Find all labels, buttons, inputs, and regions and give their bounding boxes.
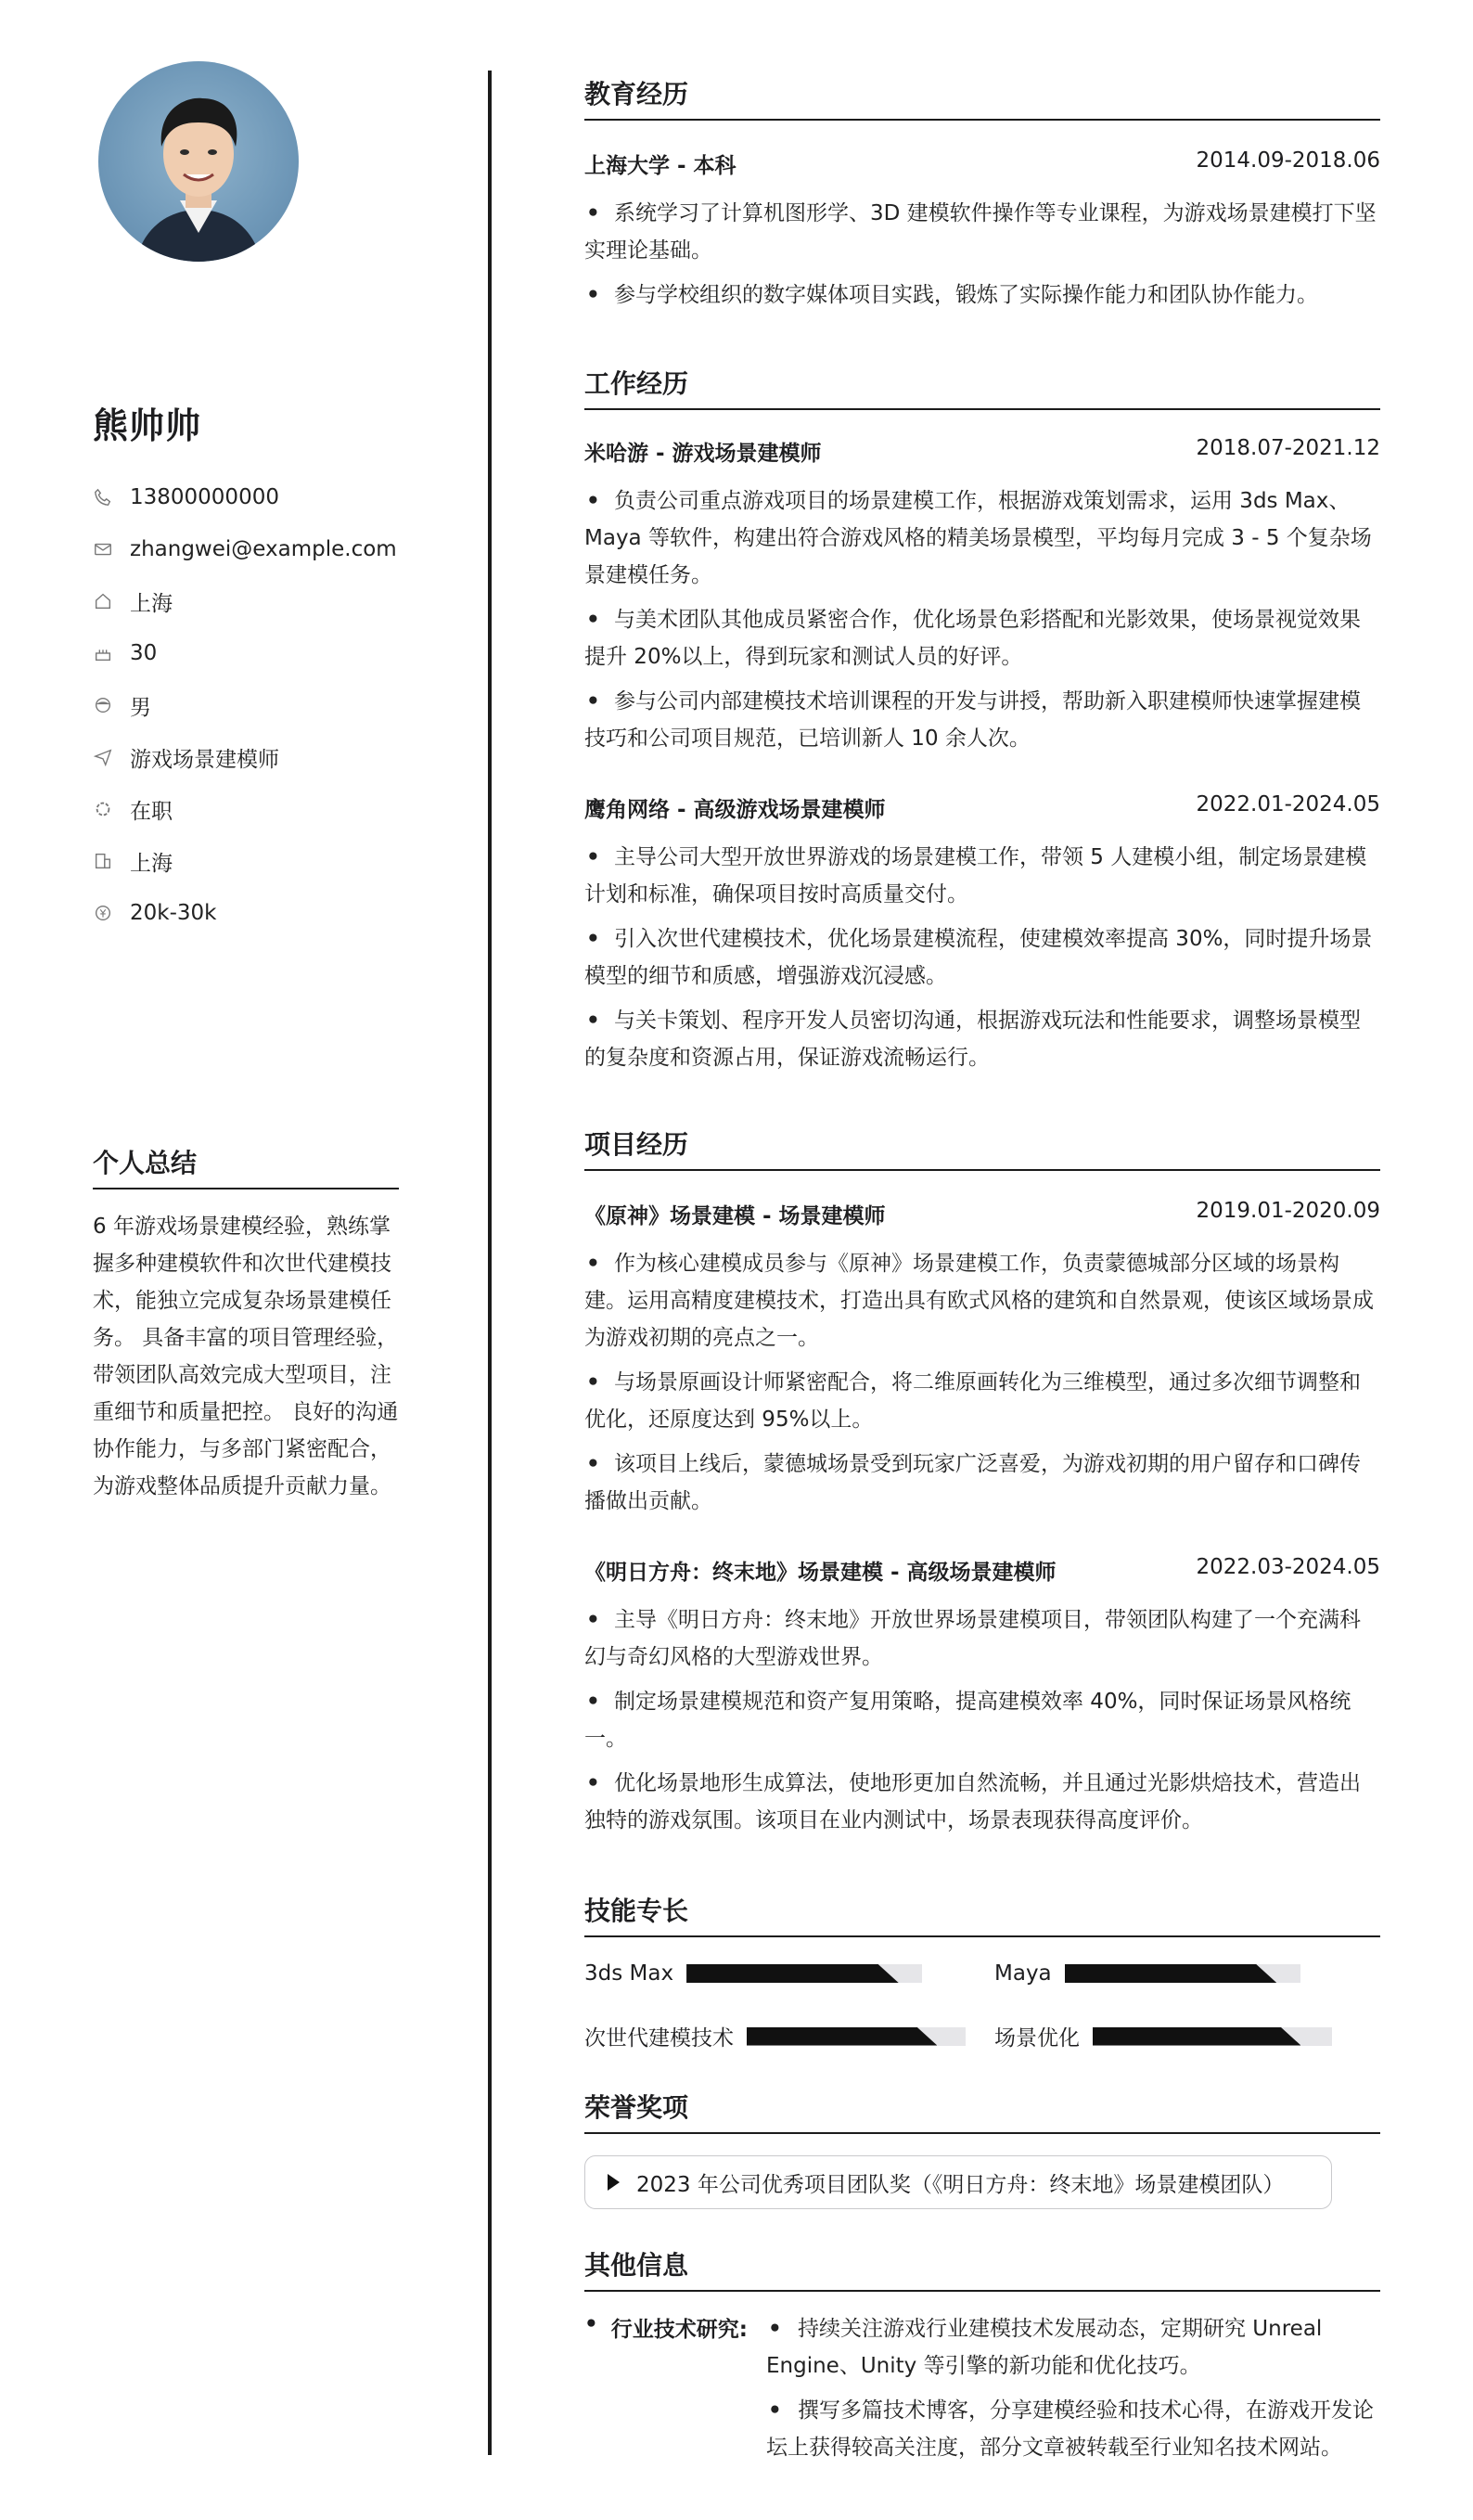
list-item: • 主导《明日方舟：终末地》开放世界场景建模项目，带领团队构建了一个充满科幻与奇幻风格的大型游戏世界。 [584, 1601, 1380, 1676]
list-item: • 与美术团队其他成员紧密合作，优化场景色彩搭配和光影效果，使场景视觉效果提升 20%以上，得到玩家和测试人员的好评。 [584, 601, 1380, 675]
salary-text: 20k-30k [130, 901, 217, 925]
building-icon [93, 851, 130, 871]
list-item: • 负责公司重点游戏项目的场景建模工作，根据游戏策划需求，运用 3ds Max、Maya 等软件，构建出符合游戏风格的精美场景模型，平均每月完成 3 - 5 个复杂场景建模任务。 [584, 482, 1380, 594]
award-text: 2023 年公司优秀项目团队奖（《明日方舟：终末地》场景建模团队） [636, 2172, 1285, 2197]
project-name: 《原神》场景建模 - 场景建模师 [584, 1204, 886, 1228]
education-header [584, 148, 1380, 179]
expand-triangle-icon[interactable] [608, 2174, 620, 2191]
skill-name: Maya [994, 1961, 1052, 1986]
summary-title: 个人总结 [93, 1143, 399, 1189]
city-text: 上海 [130, 851, 173, 876]
project-header [584, 1555, 1380, 1586]
list-item: • 与关卡策划、程序开发人员密切沟通，根据游戏玩法和性能要求，调整场景模型的复杂度和资源占用，保证游戏流畅运行。 [584, 1002, 1380, 1076]
skill-bar-fill [686, 1964, 899, 1983]
phone-icon [93, 487, 130, 508]
info-gender [93, 679, 399, 731]
status-text: 在职 [130, 799, 173, 824]
skill-bar-fill [1093, 2027, 1300, 2046]
list-item: • 参与学校组织的数字媒体项目实践，锻炼了实际操作能力和团队协作能力。 [584, 276, 1380, 314]
bullet-dot: • [584, 2312, 598, 2336]
award-item[interactable] [584, 2155, 1332, 2209]
status-icon [93, 799, 130, 819]
list-item: • 引入次世代建模技术，优化场景建模流程，使建模效率提高 30%，同时提升场景模型的细节和质感，增强游戏沉浸感。 [584, 920, 1380, 995]
other-title: 其他信息 [584, 2245, 1380, 2292]
skill-name: 3ds Max [584, 1961, 674, 1986]
gender-text: 男 [130, 695, 151, 720]
job-header [584, 792, 1380, 823]
skill-bar [1093, 2027, 1332, 2046]
age-text: 30 [130, 641, 158, 665]
list-item: • 制定场景建模规范和资产复用策略，提高建模效率 40%，同时保证场景风格统一。 [584, 1683, 1380, 1757]
job-header [584, 436, 1380, 467]
info-status [93, 783, 399, 835]
skill-item [584, 2021, 966, 2051]
contact-info-list [93, 471, 399, 939]
info-position [93, 731, 399, 783]
skill-bar [686, 1964, 922, 1983]
project-date: 2022.03-2024.05 [1196, 1555, 1380, 1579]
project-header [584, 1199, 1380, 1229]
list-item: • 主导公司大型开放世界游戏的场景建模工作，带领 5 人建模小组，制定场景建模计划和标准，确保项目按时高质量交付。 [584, 839, 1380, 913]
project-name: 《明日方舟：终末地》场景建模 - 高级场景建模师 [584, 1561, 1057, 1585]
other-bullets [766, 2310, 1388, 2474]
skill-name: 次世代建模技术 [584, 2026, 734, 2051]
skill-bar [747, 2027, 966, 2046]
awards-title: 荣誉奖项 [584, 2088, 1380, 2134]
skill-bar-fill [747, 2027, 937, 2046]
info-salary [93, 887, 399, 939]
info-email [93, 523, 399, 575]
info-home [93, 575, 399, 627]
job-company: 鹰角网络 - 高级游戏场景建模师 [584, 798, 886, 822]
info-city [93, 835, 399, 887]
phone-text: 13800000000 [130, 485, 279, 509]
projects-title: 项目经历 [584, 1125, 1380, 1171]
cake-icon [93, 643, 130, 663]
job-bullets [584, 839, 1380, 1084]
info-age [93, 627, 399, 679]
project-bullets [584, 1245, 1380, 1527]
send-icon [93, 747, 130, 767]
skill-item [994, 1961, 1300, 1986]
job-bullets [584, 482, 1380, 765]
home-text: 上海 [130, 591, 173, 616]
avatar [98, 61, 299, 262]
job-date: 2022.01-2024.05 [1196, 792, 1380, 816]
column-divider [488, 71, 492, 2455]
home-icon [93, 591, 130, 611]
project-date: 2019.01-2020.09 [1196, 1199, 1380, 1223]
salary-icon [93, 903, 130, 923]
skill-item [994, 2021, 1332, 2051]
skills-title: 技能专长 [584, 1891, 1380, 1937]
work-title: 工作经历 [584, 364, 1380, 410]
list-item: • 持续关注游戏行业建模技术发展动态，定期研究 Unreal Engine、Unity 等引擎的新功能和优化技巧。 [766, 2310, 1388, 2385]
other-label [584, 2312, 748, 2343]
list-item: • 作为核心建模成员参与《原神》场景建模工作，负责蒙德城部分区域的场景构建。运用高精度建模技术，打造出具有欧式风格的建筑和自然景观，使该区域场景成为游戏初期的亮点之一。 [584, 1245, 1380, 1356]
skill-item [584, 1961, 922, 1986]
candidate-name: 熊帅帅 [93, 405, 202, 446]
list-item: • 与场景原画设计师紧密配合，将二维原画转化为三维模型，通过多次细节调整和优化，还原度达到 95%以上。 [584, 1364, 1380, 1438]
other-label-text: 行业技术研究: [610, 2318, 748, 2342]
email-text: zhangwei@example.com [130, 537, 397, 561]
education-date: 2014.09-2018.06 [1196, 148, 1380, 173]
list-item: • 系统学习了计算机图形学、3D 建模软件操作等专业课程，为游戏场景建模打下坚实理论基础。 [584, 195, 1380, 269]
mail-icon [93, 539, 130, 559]
list-item: • 该项目上线后，蒙德城场景受到玩家广泛喜爱，为游戏初期的用户留存和口碑传播做出贡献。 [584, 1446, 1380, 1520]
list-item: • 优化场景地形生成算法，使地形更加自然流畅，并且通过光影烘焙技术，营造出独特的游戏氛围。该项目在业内测试中，场景表现获得高度评价。 [584, 1765, 1380, 1839]
list-item: • 参与公司内部建模技术培训课程的开发与讲授，帮助新入职建模师快速掌握建模技巧和公司项目规范，已培训新人 10 余人次。 [584, 683, 1380, 757]
job-company: 米哈游 - 游戏场景建模师 [584, 442, 822, 466]
project-bullets [584, 1601, 1380, 1846]
skill-bar-fill [1065, 1964, 1277, 1983]
skill-bar [1065, 1964, 1300, 1983]
education-school: 上海大学 - 本科 [584, 154, 736, 178]
list-item: • 撰写多篇技术博客，分享建模经验和技术心得，在游戏开发论坛上获得较高关注度，部分文章被转载至行业知名技术网站。 [766, 2392, 1388, 2466]
education-bullets [584, 195, 1380, 321]
job-date: 2018.07-2021.12 [1196, 436, 1380, 460]
avatar-portrait [98, 61, 299, 262]
skill-name: 场景优化 [994, 2026, 1080, 2051]
position-text: 游戏场景建模师 [130, 747, 279, 772]
summary-text: 6 年游戏场景建模经验，熟练掌握多种建模软件和次世代建模技术，能独立完成复杂场景建模任务。 具备丰富的项目管理经验，带领团队高效完成大型项目，注重细节和质量把控。 良好的沟通协作能力，与多部门紧密配合，为游戏整体品质提升贡献力量。 [93, 1215, 399, 1498]
education-title: 教育经历 [584, 74, 1380, 121]
face-icon [93, 695, 130, 715]
info-phone [93, 471, 399, 523]
